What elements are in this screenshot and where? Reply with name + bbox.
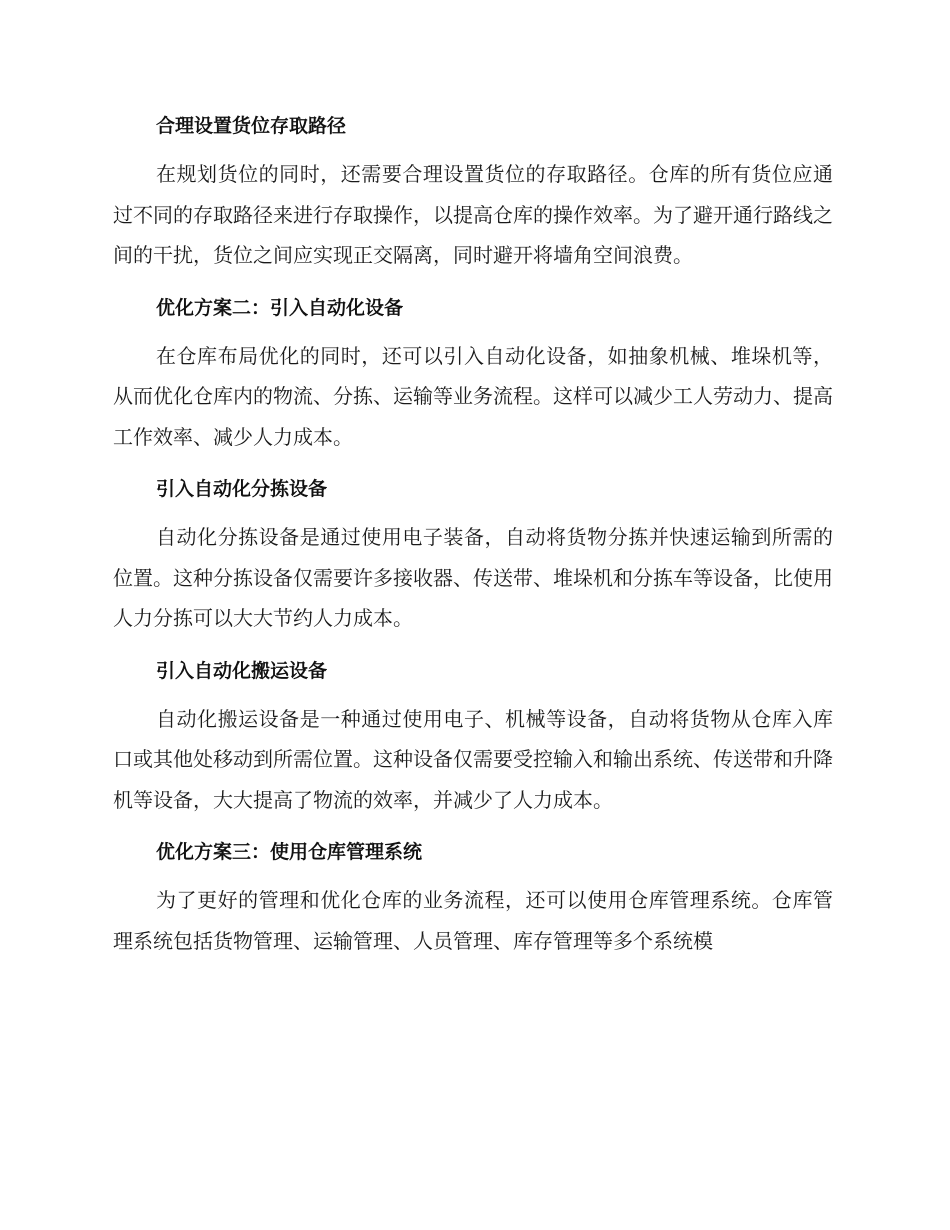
section-heading-sorting-equipment: 引入自动化分拣设备 (156, 478, 328, 500)
section-heading-storage-path: 合理设置货位存取路径 (156, 115, 347, 137)
section-heading-automation-equipment: 优化方案二：引入自动化设备 (156, 296, 404, 319)
document-content (113, 106, 833, 973)
section-heading-warehouse-management-system: 优化方案三：使用仓库管理系统 (156, 841, 423, 863)
section-heading-handling-equipment: 引入自动化搬运设备 (156, 659, 328, 682)
section-paragraph-sorting-equipment: 自动化分拣设备是通过使用电子装备，自动将货物分拣并快速运输到所需的位置。这种分拣设备仅需要许多接收器、传送带、堆垛机和分拣车等设备，比使用人力分拣可以大大节约人力成本。 (113, 525, 833, 630)
section-paragraph-handling-equipment: 自动化搬运设备是一种通过使用电子、机械等设备，自动将货物从仓库入库口或其他处移动到所需位置。这种设备仅需要受控输入和输出系统、传送带和升降机等设备，大大提高了物流的效率，并减少了人力成本。 (113, 706, 833, 812)
section-paragraph-warehouse-management-system: 为了更好的管理和优化仓库的业务流程，还可以使用仓库管理系统。仓库管理系统包括货物管理、运输管理、人员管理、库存管理等多个系统模 (113, 888, 833, 953)
section-paragraph-storage-path: 在规划货位的同时，还需要合理设置货位的存取路径。仓库的所有货位应通过不同的存取路径来进行存取操作，以提高仓库的操作效率。为了避开通行路线之间的干扰，货位之间应实现正交隔离，同时避开将墙角空间浪费。 (113, 162, 833, 267)
section-paragraph-automation-equipment: 在仓库布局优化的同时，还可以引入自动化设备，如抽象机械、堆垛机等，从而优化仓库内的物流、分拣、运输等业务流程。这样可以减少工人劳动力、提高工作效率、减少人力成本。 (113, 343, 833, 449)
